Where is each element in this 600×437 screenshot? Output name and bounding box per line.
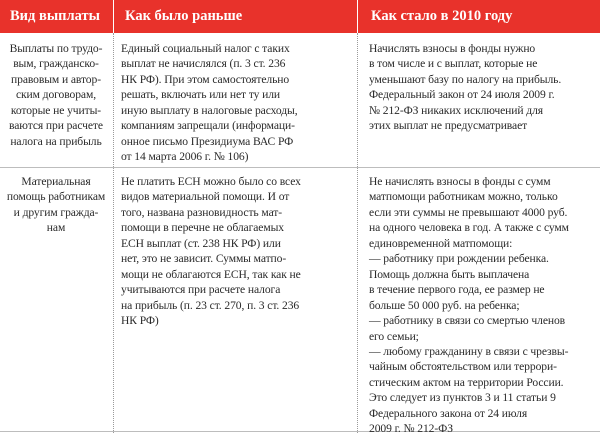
text-line: матпомощи работникам можно, только <box>369 190 558 204</box>
text-line: Федерального закона от 24 июля <box>369 406 528 420</box>
row-1-payment-type <box>2 41 110 149</box>
text-line: Начислять взносы в фонды нужно <box>369 42 536 55</box>
text-line: вым, гражданско- <box>13 57 99 71</box>
text-line: чайным обстоятельством или террори- <box>369 360 557 374</box>
text-line: помощи в перечне не облагаемых <box>121 221 284 235</box>
text-line: в том числе и с выплат, которые не <box>369 57 538 71</box>
text-line: онное письмо Президиума ВАС РФ <box>121 134 294 148</box>
text-line: Это следует из пунктов 3 и 11 статьи 9 <box>369 391 556 405</box>
text-line: ЕСН выплат (ст. 238 НК РФ) или <box>121 236 281 250</box>
text-line: если эти суммы не превышают 4000 руб. <box>369 205 568 219</box>
text-line: этих выплат не предусматривает <box>369 119 528 133</box>
text-line: правовым и автор- <box>11 72 101 86</box>
text-line: на прибыль (п. 23 ст. 270, п. 3 ст. 236 <box>121 298 300 312</box>
row-2-before <box>121 174 353 329</box>
text-line: налога на прибыль <box>10 134 102 148</box>
text-line: № 212-ФЗ никаких исключений для <box>369 103 544 117</box>
text-line: и другим гражда- <box>13 205 99 219</box>
text-line: того, названа разновидность мат- <box>121 205 283 219</box>
row-2-after <box>369 174 597 437</box>
text-line: выплат не начислялся (п. 3 ст. 236 <box>121 57 286 71</box>
text-line: учитываются при расчете налога <box>121 283 281 297</box>
row-divider <box>0 167 600 168</box>
text-line: ским договорам, <box>15 88 97 102</box>
text-line: Единый социальный налог с таких <box>121 42 290 55</box>
text-line: Выплаты по трудо- <box>9 42 103 55</box>
row-1-after <box>369 41 597 134</box>
text-line: единовременной матпомощи: <box>369 236 513 250</box>
text-line: Федеральный закон от 24 июля 2009 г. <box>369 88 555 102</box>
text-line: стическим актом на территории России. <box>369 375 564 389</box>
text-line: решать, включать или нет ту или <box>121 88 281 102</box>
text-line: — работнику при рождении ребенка. <box>369 252 549 266</box>
text-line: ваются при расчете <box>9 119 103 133</box>
text-line: видов материальной помощи. И от <box>121 190 290 204</box>
text-line: Помощь должна быть выплачена <box>369 267 530 281</box>
text-line: уменьшают базу по налогу на прибыль. <box>369 72 562 86</box>
text-line: Не начислять взносы в фонды с сумм <box>369 175 551 188</box>
text-line: иную выплату в налоговые расходы, <box>121 103 298 117</box>
text-line: Не платить ЕСН можно было со всех <box>121 175 301 188</box>
text-line: больше 50 000 руб. на ребенка; <box>369 298 520 312</box>
header-before: Как было раньше <box>125 8 243 24</box>
header-payment-type: Вид выплаты <box>10 8 100 24</box>
column-divider <box>357 33 358 433</box>
text-line: мощи не облагаются ЕСН, так как не <box>121 267 301 281</box>
table-header <box>0 0 600 33</box>
text-line: нам <box>46 221 66 235</box>
column-divider <box>113 33 114 433</box>
text-line: компаниям запрещали (информаци- <box>121 119 295 133</box>
text-line: помощь работникам <box>6 190 106 204</box>
row-1-before <box>121 41 353 165</box>
text-line: НК РФ). При этом самостоятельно <box>121 72 290 86</box>
text-line: — любому гражданину в связи с чрезвы- <box>369 344 569 358</box>
text-line: от 14 марта 2006 г. № 106) <box>121 150 249 164</box>
text-line: которые не учиты- <box>10 103 102 117</box>
text-line: на одного человека в год. А также с сумм <box>369 221 569 235</box>
text-line: — работнику в связи со смертью членов <box>369 314 566 328</box>
text-line: в течение первого года, ее размер не <box>369 283 545 297</box>
header-after: Как стало в 2010 году <box>371 8 513 24</box>
text-line: НК РФ) <box>121 314 159 328</box>
text-line: нет, это не зависит. Суммы матпо- <box>121 252 287 266</box>
text-line: его семьи; <box>369 329 419 343</box>
text-line: Материальная <box>21 175 91 188</box>
row-2-payment-type <box>2 174 110 236</box>
text-line: 2009 г. № 212-ФЗ <box>369 422 453 436</box>
